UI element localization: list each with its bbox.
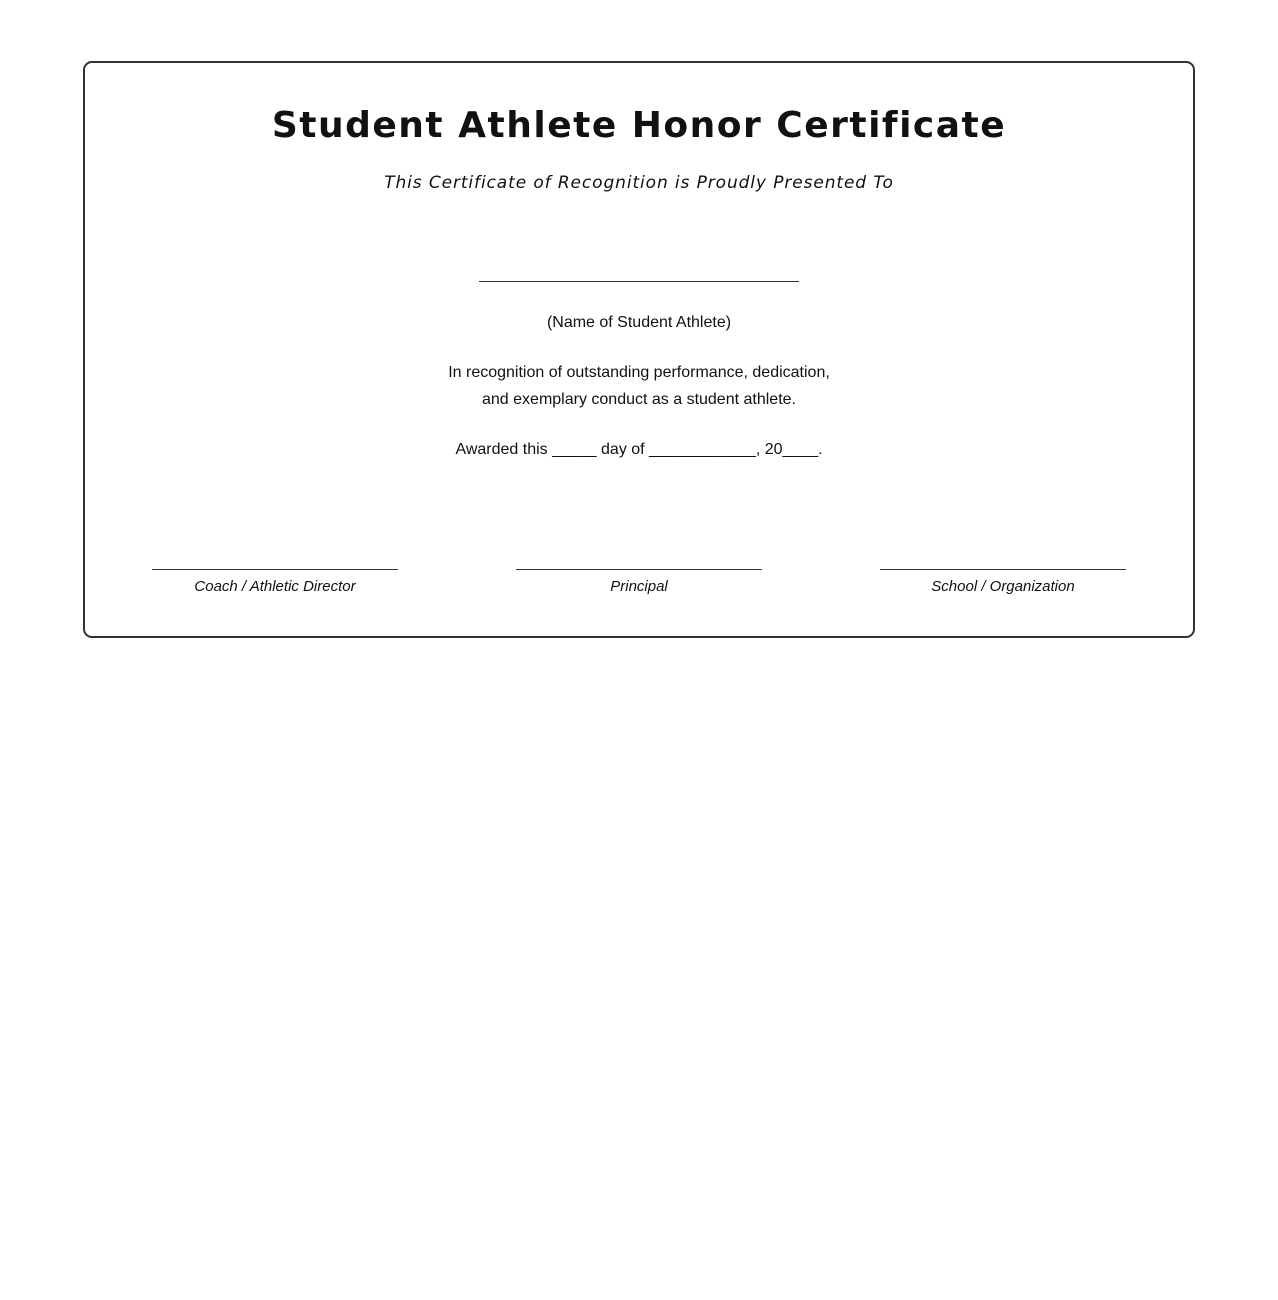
recognition-line-2: and exemplary conduct as a student athlete.	[482, 391, 796, 408]
name-signature-line	[479, 281, 799, 282]
signature-label: Coach / Athletic Director	[194, 578, 356, 595]
recognition-line-1: In recognition of outstanding performance, dedication,	[448, 364, 830, 381]
awarded-date-line: Awarded this _____ day of ____________, 20____.	[455, 441, 823, 458]
signature-principal	[516, 569, 762, 595]
signature-label: School / Organization	[931, 578, 1075, 595]
signature-line	[880, 569, 1126, 570]
certificate-subtitle: This Certificate of Recognition is Proudly Presented To	[384, 173, 894, 193]
signature-coach	[152, 569, 398, 595]
signature-line	[516, 569, 762, 570]
signature-label: Principal	[610, 578, 668, 595]
signature-organization	[880, 569, 1126, 595]
certificate-title: Student Athlete Honor Certificate	[271, 105, 1007, 146]
signature-line	[152, 569, 398, 570]
recognition-text	[0, 359, 1278, 413]
certificate-card	[83, 61, 1195, 638]
name-label: (Name of Student Athlete)	[546, 314, 732, 331]
